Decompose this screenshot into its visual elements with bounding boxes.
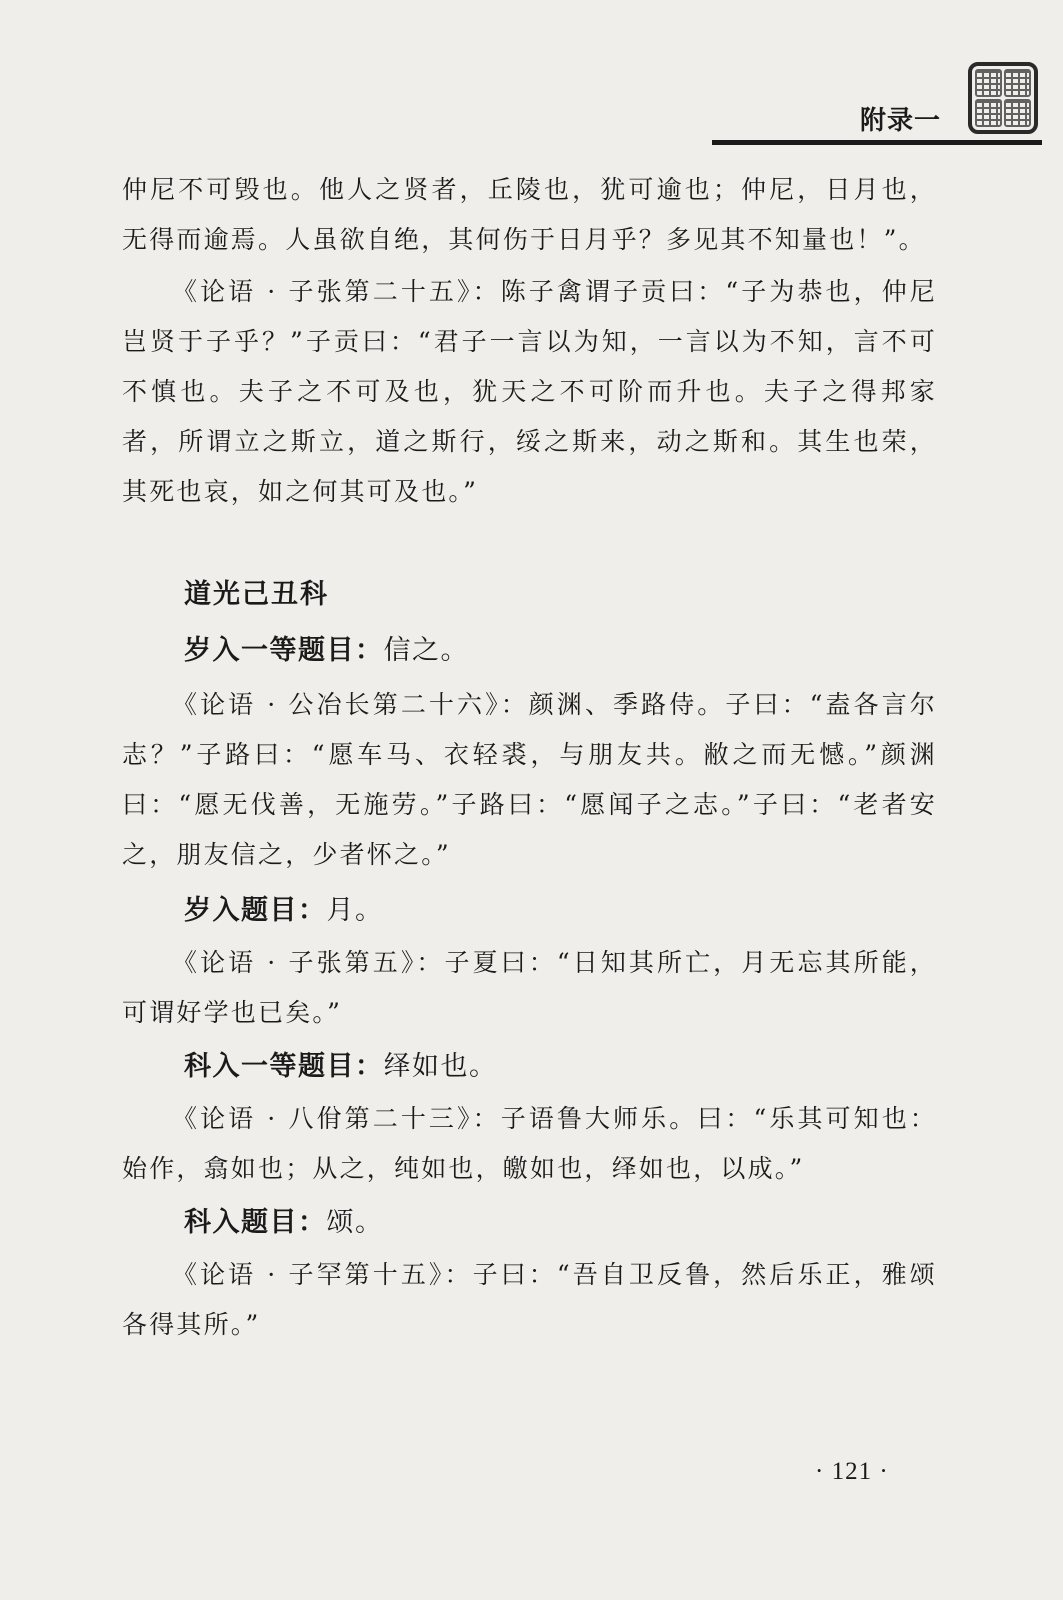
question-answer: 月。: [326, 895, 384, 926]
question-label: 岁入一等题目：: [184, 635, 384, 666]
question-answer: 颂。: [326, 1207, 384, 1238]
question-label: 科入题目：: [184, 1207, 327, 1238]
question-heading: [184, 1044, 498, 1083]
header-rule: [712, 140, 1042, 145]
question-heading: [184, 628, 469, 667]
question-source-text: 《论语 · 八佾第二十三》：子语鲁大师乐。曰：“乐其可知也：始作，翕如也；从之，纯如也，皦如也，绎如也，以成。”: [122, 1104, 937, 1183]
question-answer: 绎如也。: [383, 1051, 498, 1082]
question-source-text: 《论语 · 公冶长第二十六》：颜渊、季路侍。子曰：“盍各言尔志？”子路曰：“愿车马、衣轻裘，与朋友共。敝之而无憾。”颜渊曰：“愿无伐善，无施劳。”子路曰：“愿闻子之志。”子曰：“老者安之，朋友信之，少者怀之。”: [122, 690, 937, 869]
paragraph-quote: 《论语 · 子张第二十五》：陈子禽谓子贡曰：“子为恭也，仲尼岂贤于子乎？”子贡曰：“君子一言以为知，一言以为不知，言不可不慎也。夫子之不可及也，犹天之不可阶而升也。夫子之得邦家者，所谓立之斯立，道之斯行，绥之斯来，动之斯和。其生也荣，其死也哀，如之何其可及也。”: [122, 277, 937, 506]
paragraph-continued: 仲尼不可毁也。他人之贤者，丘陵也，犹可逾也；仲尼，日月也，无得而逾焉。人虽欲自绝，其何伤于日月乎？多见其不知量也！”。: [122, 175, 937, 254]
question-source-text: 《论语 · 子张第五》：子夏曰：“日知其所亡，月无忘其所能，可谓好学也已矣。”: [122, 948, 937, 1027]
running-header: 附录一: [860, 106, 942, 136]
question-answer: 信之。: [383, 635, 469, 666]
question-label: 岁入题目：: [184, 895, 327, 926]
question-label: 科入一等题目：: [184, 1051, 384, 1082]
question-heading: [184, 888, 384, 927]
page-number: · 121 ·: [815, 1458, 889, 1485]
seal-stamp-icon: [968, 62, 1038, 134]
question-heading: [184, 1200, 384, 1239]
question-source-text: 《论语 · 子罕第十五》：子曰：“吾自卫反鲁，然后乐正，雅颂各得其所。”: [122, 1260, 937, 1339]
section-title: 道光己丑科: [184, 579, 329, 610]
